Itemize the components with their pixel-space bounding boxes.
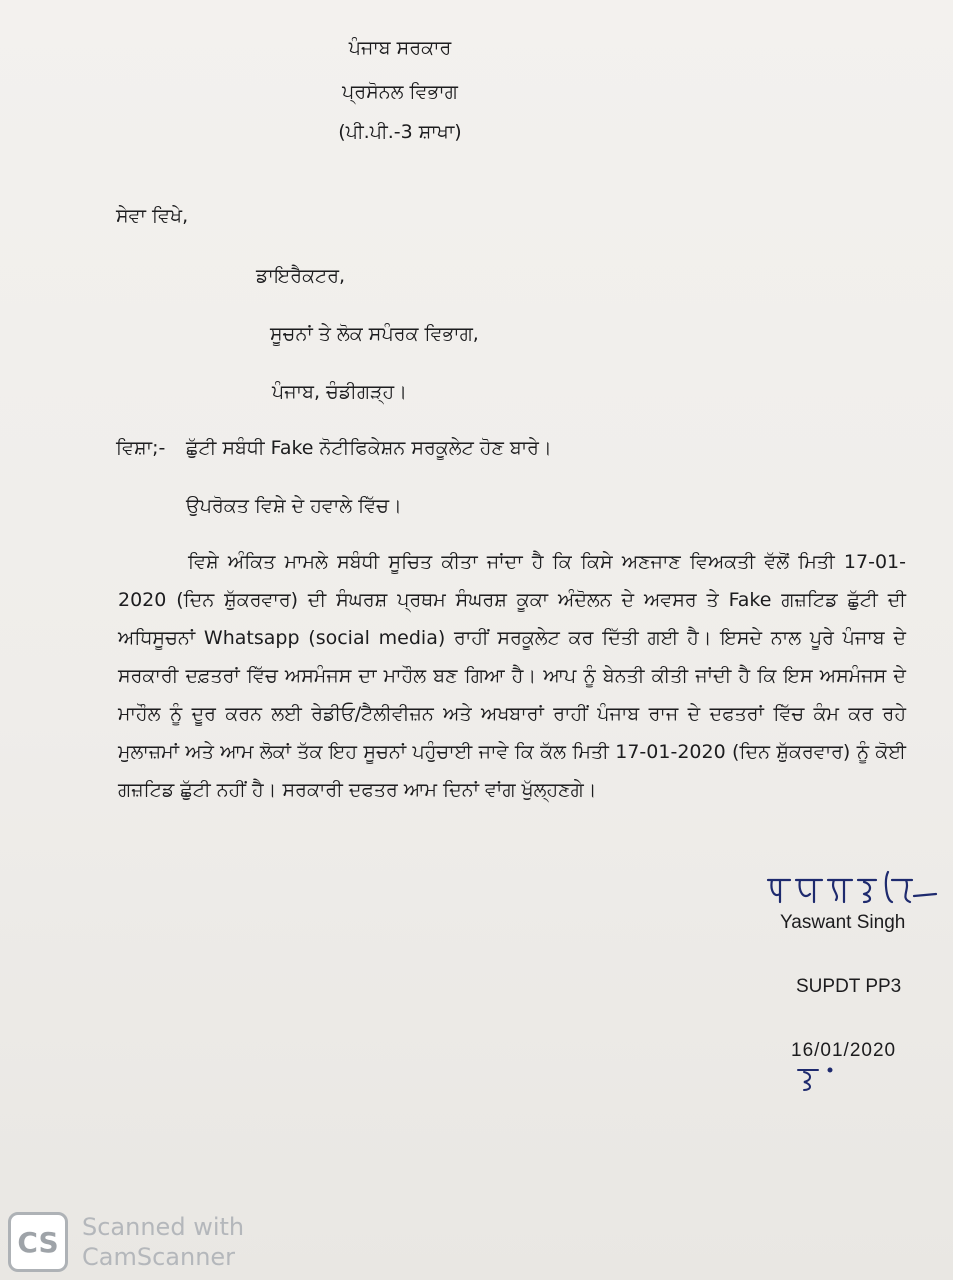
header-branch: (ਪੀ.ਪੀ.-3 ਸ਼ਾਖਾ) [338, 121, 462, 143]
signatory-name: Yaswant Singh [780, 912, 906, 933]
handwritten-signature [760, 860, 940, 920]
subject-text: ਛੁੱਟੀ ਸਬੰਧੀ Fake ਨੋਟੀਫਿਕੇਸ਼ਨ ਸਰਕੂਲੇਟ ਹੋਣ ਬਾਰੇ। [186, 437, 552, 459]
recipient-designation: ਡਾਇਰੈਕਟਰ, [256, 265, 346, 287]
header-government: ਪੰਜਾਬ ਸਰਕਾਰ [348, 37, 452, 59]
reference-line: ਉਪਰੋਕਤ ਵਿਸ਼ੇ ਦੇ ਹਵਾਲੇ ਵਿੱਚ। [186, 495, 402, 517]
camscanner-logo-icon: CS [8, 1212, 68, 1272]
body-paragraph [118, 543, 906, 809]
camscanner-watermark [82, 1212, 244, 1272]
salutation: ਸੇਵਾ ਵਿਖੇ, [116, 205, 189, 227]
recipient-location: ਪੰਜਾਬ, ਚੰਡੀਗੜ੍ਹ। [272, 381, 408, 403]
subject-label: ਵਿਸ਼ਾ;- [116, 437, 166, 459]
watermark-line-2: CamScanner [82, 1243, 236, 1271]
header-department: ਪ੍ਰਸੋਨਲ ਵਿਭਾਗ [342, 81, 458, 103]
handwritten-initials [790, 1060, 850, 1094]
watermark-line-1: Scanned with [82, 1213, 245, 1241]
recipient-department: ਸੂਚਨਾਂ ਤੇ ਲੋਕ ਸਪੰਰਕ ਵਿਭਾਗ, [270, 323, 479, 345]
signatory-designation: SUPDT PP3 [796, 976, 902, 997]
letter-date: 16/01/2020 [791, 1040, 897, 1061]
body-text: ਵਿਸ਼ੇ ਅੰਕਿਤ ਮਾਮਲੇ ਸਬੰਧੀ ਸੂਚਿਤ ਕੀਤਾ ਜਾਂਦਾ ਹੈ ਕਿ ਕਿਸੇ ਅਣਜਾਣ ਵਿਅਕਤੀ ਵੱਲੋਂ ਮਿਤੀ 17-01-2020 (ਦਿਨ ਸ਼ੁੱਕਰਵਾਰ) ਦੀ ਸੰਘਰਸ਼ ਪ੍ਰਥਮ ਸੰਘਰਸ਼ ਕੂਕਾ ਅੰਦੋਲਨ ਦੇ ਅਵਸਰ ਤੇ Fake ਗਜ਼ਟਿਡ ਛੁੱਟੀ ਦੀ ਅਧਿਸੂਚਨਾਂ Whatsapp (social media) ਰਾਹੀਂ ਸਰਕੂਲੇਟ ਕਰ ਦਿੱਤੀ ਗਈ ਹੈ। ਇਸਦੇ ਨਾਲ ਪੂਰੇ ਪੰਜਾਬ ਦੇ ਸਰਕਾਰੀ ਦਫ਼ਤਰਾਂ ਵਿੱਚ ਅਸਮੰਜਸ ਦਾ ਮਾਹੌਲ ਬਣ ਗਿਆ ਹੈ। ਆਪ ਨੂੰ ਬੇਨਤੀ ਕੀਤੀ ਜਾਂਦੀ ਹੈ ਕਿ ਇਸ ਅਸਮੰਜਸ ਦੇ ਮਾਹੌਲ ਨੂੰ ਦੂਰ ਕਰਨ ਲਈ ਰੇਡੀਓ/ਟੈਲੀਵੀਜ਼ਨ ਅਤੇ ਅਖਬਾਰਾਂ ਰਾਹੀਂ ਪੰਜਾਬ ਰਾਜ ਦੇ ਦਫਤਰਾਂ ਵਿੱਚ ਕੰਮ ਕਰ ਰਹੇ ਮੁਲਾਜ਼ਮਾਂ ਅਤੇ ਆਮ ਲੋਕਾਂ ਤੱਕ ਇਹ ਸੂਚਨਾਂ ਪਹੁੰਚਾਈ ਜਾਵੇ ਕਿ ਕੱਲ ਮਿਤੀ 17-01-2020 (ਦਿਨ ਸ਼ੁੱਕਰਵਾਰ) ਨੂੰ ਕੋਈ ਗਜ਼ਟਿਡ ਛੁੱਟੀ ਨਹੀਂ ਹੈ। ਸਰਕਾਰੀ ਦਫਤਰ ਆਮ ਦਿਨਾਂ ਵਾਂਗ ਖੁੱਲ੍ਹਣਗੇ। [118, 551, 906, 801]
